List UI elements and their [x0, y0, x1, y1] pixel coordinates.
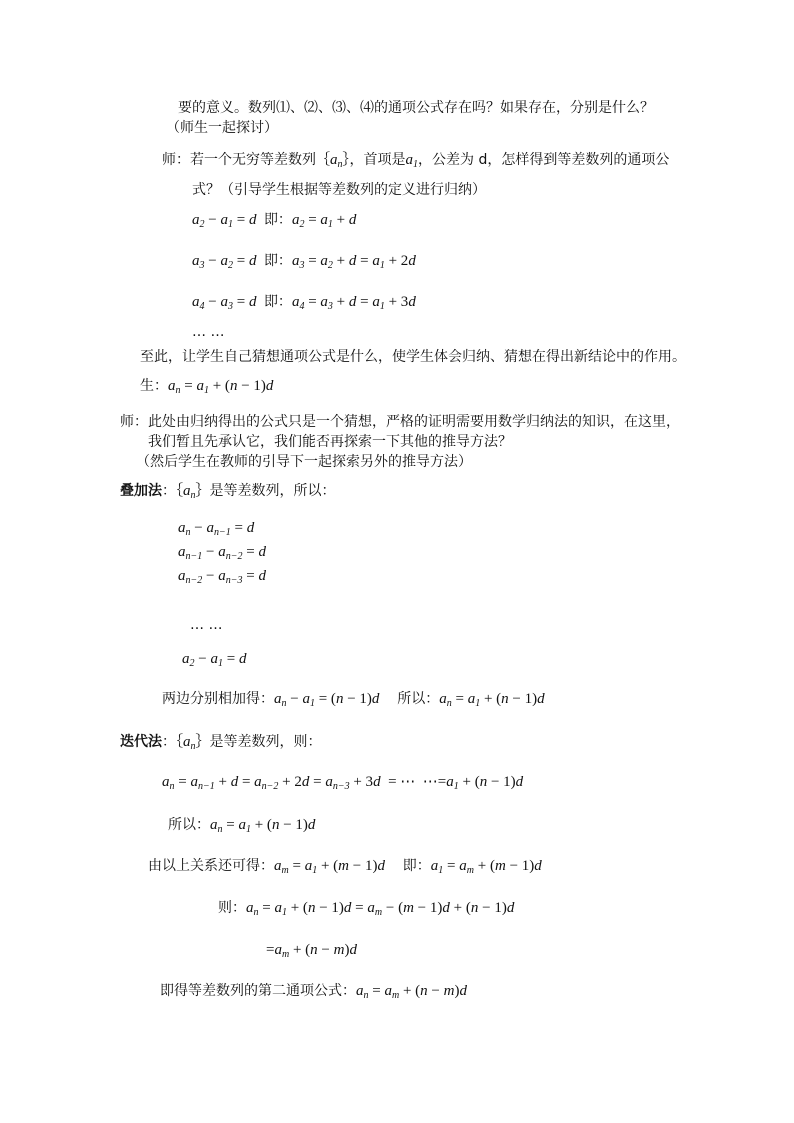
equation-diff-3: $a_{n-2} - a_{n-3} = d$	[178, 568, 266, 586]
paragraph-teacher-note: 师：此处由归纳得出的公式只是一个猜想，严格的证明需要用数学归纳法的知识，在这里，	[120, 414, 680, 430]
second-formula: 即得等差数列的第二通项公式：$a_n = a_m + (n - m)d$	[160, 983, 467, 1001]
paragraph-teacher-note-cont: 我们暂且先承认它，我们能否再探索一下其他的推导方法？	[148, 434, 512, 450]
teacher-question: 师：若一个无穷等差数列$\{a_n\}$，首项是$a_1$，公差为 d，怎样得到等差数列的通项公	[162, 152, 670, 170]
ellipsis-2: … …	[190, 617, 223, 633]
equation-a3: $a_3 - a_2 = d$ 即：$a_3 = a_2 + d = a_1 + 2d$	[192, 253, 416, 271]
relation-am: 由以上关系还可得：$a_m = a_1 + (m - 1)d$ 即：$a_1 = a_m + (m - 1)d$	[148, 858, 542, 876]
iteration-result: 所以：$a_n = a_1 + (n - 1)d$	[168, 817, 316, 835]
ellipsis-1: … …	[192, 324, 225, 340]
equation-diff-1: $a_n - a_{n-1} = d$	[178, 520, 255, 538]
student-formula: 生：$a_n = a_1 + (n - 1)d$	[140, 378, 274, 396]
section-diejia: 叠加法：$\{a_n\}$是等差数列，所以：	[120, 483, 336, 501]
paragraph-explore: （然后学生在教师的引导下一起探索另外的推导方法）	[136, 454, 472, 470]
paragraph-guess: 至此，让学生自己猜想通项公式是什么，使学生体会归纳、猜想在得出新结论中的作用。	[140, 349, 686, 365]
equation-diff-2: $a_{n-1} - a_{n-2} = d$	[178, 544, 266, 562]
equation-a4: $a_4 - a_3 = d$ 即：$a_4 = a_3 + d = a_1 + 3d$	[192, 294, 416, 312]
equation-iteration: $a_n = a_{n-1} + d = a_{n-2} + 2d = a_{n-3} + 3d$ = ⋯ $\cdots=a_1 + (n - 1)d$	[162, 774, 524, 792]
relation-simplified: $=a_m + (n - m)d$	[266, 942, 357, 960]
teacher-question-cont: 式？（引导学生根据等差数列的定义进行归纳）	[192, 182, 486, 198]
sum-result: 两边分别相加得：$a_n - a_1 = (n - 1)d$ 所以：$a_n = a_1 + (n - 1)d$	[162, 691, 545, 709]
equation-diff-last: $a_2 - a_1 = d$	[182, 651, 247, 669]
equation-a2: $a_2 - a_1 = d$ 即：$a_2 = a_1 + d$	[192, 212, 357, 230]
paragraph-discuss: （师生一起探讨）	[166, 120, 278, 136]
relation-substitute: 则：$a_n = a_1 + (n - 1)d = a_m - (m - 1)d + (n - 1)d$	[218, 900, 515, 918]
paragraph-intro: 要的意义。数列⑴、⑵、⑶、⑷的通项公式存在吗？如果存在，分别是什么？	[178, 100, 654, 116]
section-diedai: 迭代法：$\{a_n\}$是等差数列，则：	[120, 734, 322, 752]
